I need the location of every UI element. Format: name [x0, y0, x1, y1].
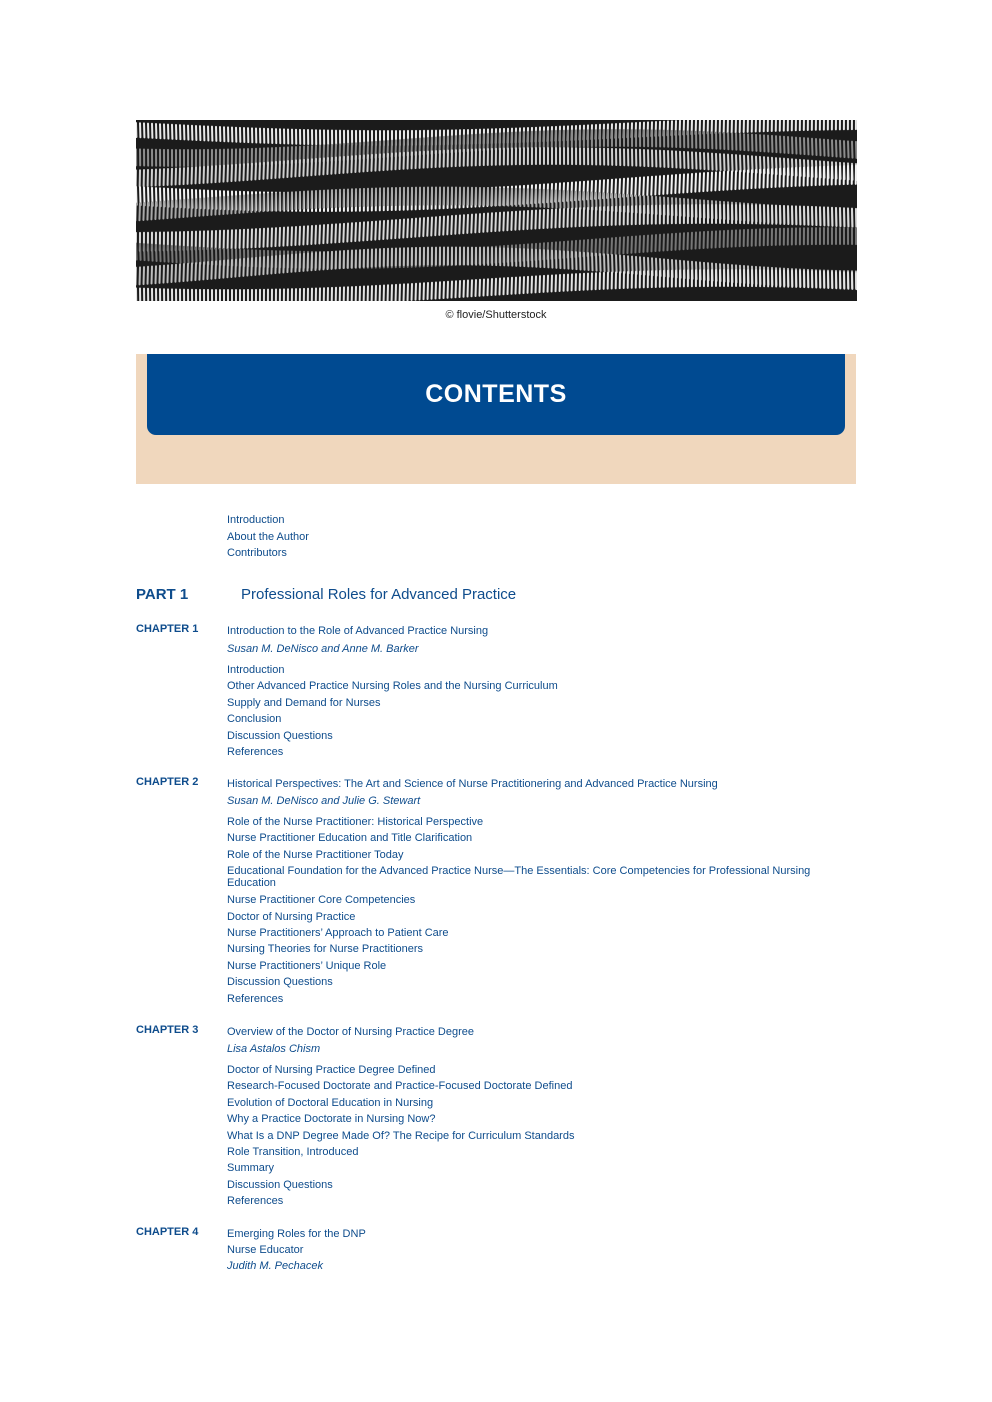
chapter-label: CHAPTER 1	[136, 623, 199, 635]
header-pattern-image	[136, 120, 857, 301]
chapter-authors: Susan M. DeNisco and Anne M. Barker	[227, 643, 419, 655]
chapter-subtitle[interactable]: Nurse Educator	[227, 1244, 304, 1256]
section-item[interactable]: Doctor of Nursing Practice	[227, 910, 356, 923]
contents-heading-bar	[147, 354, 845, 435]
front-matter-item[interactable]: About the Author	[227, 530, 309, 543]
chapter-title[interactable]: Overview of the Doctor of Nursing Practice Degree	[227, 1026, 474, 1038]
wave-pattern	[136, 120, 857, 301]
section-item[interactable]: Role of the Nurse Practitioner: Historical Perspective	[227, 816, 484, 828]
section-item[interactable]: Nursing Theories for Nurse Practitioners	[227, 943, 424, 956]
chapter-authors: Lisa Astalos Chism	[227, 1043, 321, 1055]
part-title[interactable]: Professional Roles for Advanced Practice	[241, 586, 517, 603]
section-item[interactable]: References	[227, 746, 284, 759]
section-item[interactable]: Research-Focused Doctorate and Practice-Focused Doctorate Defined	[227, 1080, 573, 1093]
section-item[interactable]: Discussion Questions	[227, 1178, 333, 1191]
section-item[interactable]: Why a Practice Doctorate in Nursing Now?	[227, 1113, 436, 1126]
chapter-sections	[227, 1062, 837, 1210]
section-item[interactable]: Nurse Practitioner Education and Title Clarification	[227, 832, 473, 845]
section-item[interactable]: Role Transition, Introduced	[227, 1146, 359, 1159]
section-item[interactable]: References	[227, 1195, 284, 1208]
section-item[interactable]: Role of the Nurse Practitioner Today	[227, 848, 404, 861]
front-matter-item[interactable]: Introduction	[227, 514, 285, 526]
chapter-label: CHAPTER 3	[136, 1024, 199, 1036]
chapter-sections	[227, 662, 837, 760]
section-item[interactable]: Other Advanced Practice Nursing Roles and the Nursing Curriculum	[227, 680, 558, 693]
contents-heading-box	[136, 354, 856, 484]
section-item[interactable]: Nurse Practitioners’ Unique Role	[227, 959, 387, 972]
chapter-authors: Judith M. Pechacek	[227, 1260, 323, 1272]
section-item[interactable]: Evolution of Doctoral Education in Nursing	[227, 1096, 434, 1109]
image-credit: © flovie/Shutterstock	[445, 309, 547, 321]
chapter-authors: Susan M. DeNisco and Julie G. Stewart	[227, 795, 421, 807]
part-label: PART 1	[136, 586, 189, 603]
front-matter-list	[227, 512, 309, 562]
section-item[interactable]: What Is a DNP Degree Made Of? The Recipe for Curriculum Standards	[227, 1129, 575, 1142]
chapter-title[interactable]: Emerging Roles for the DNP	[227, 1228, 366, 1240]
section-item[interactable]: Supply and Demand for Nurses	[227, 696, 381, 709]
page-title: CONTENTS	[425, 380, 567, 408]
section-item[interactable]: Doctor of Nursing Practice Degree Defined	[227, 1064, 436, 1076]
part-heading	[136, 586, 856, 606]
front-matter-item[interactable]: Contributors	[227, 547, 287, 559]
section-item[interactable]: Summary	[227, 1162, 275, 1175]
chapter-label: CHAPTER 4	[136, 1226, 199, 1238]
chapter-title[interactable]: Introduction to the Role of Advanced Practice Nursing	[227, 625, 489, 637]
chapter-label: CHAPTER 2	[136, 776, 199, 788]
section-item[interactable]: Discussion Questions	[227, 976, 333, 989]
section-item[interactable]: Educational Foundation for the Advanced Practice Nurse—The Essentials: Core Competencies for Professional Nursing Education	[227, 865, 811, 890]
section-item[interactable]: Nurse Practitioner Core Competencies	[227, 894, 416, 907]
chapter-title[interactable]: Historical Perspectives: The Art and Science of Nurse Practitionering and Advanced Practice Nursing	[227, 778, 718, 790]
section-item[interactable]: Nurse Practitioners’ Approach to Patient Care	[227, 927, 449, 940]
section-item[interactable]: References	[227, 992, 284, 1005]
section-item[interactable]: Conclusion	[227, 713, 282, 726]
chapter-sections	[227, 814, 837, 1007]
section-item[interactable]: Introduction	[227, 664, 285, 676]
section-item[interactable]: Discussion Questions	[227, 729, 333, 742]
